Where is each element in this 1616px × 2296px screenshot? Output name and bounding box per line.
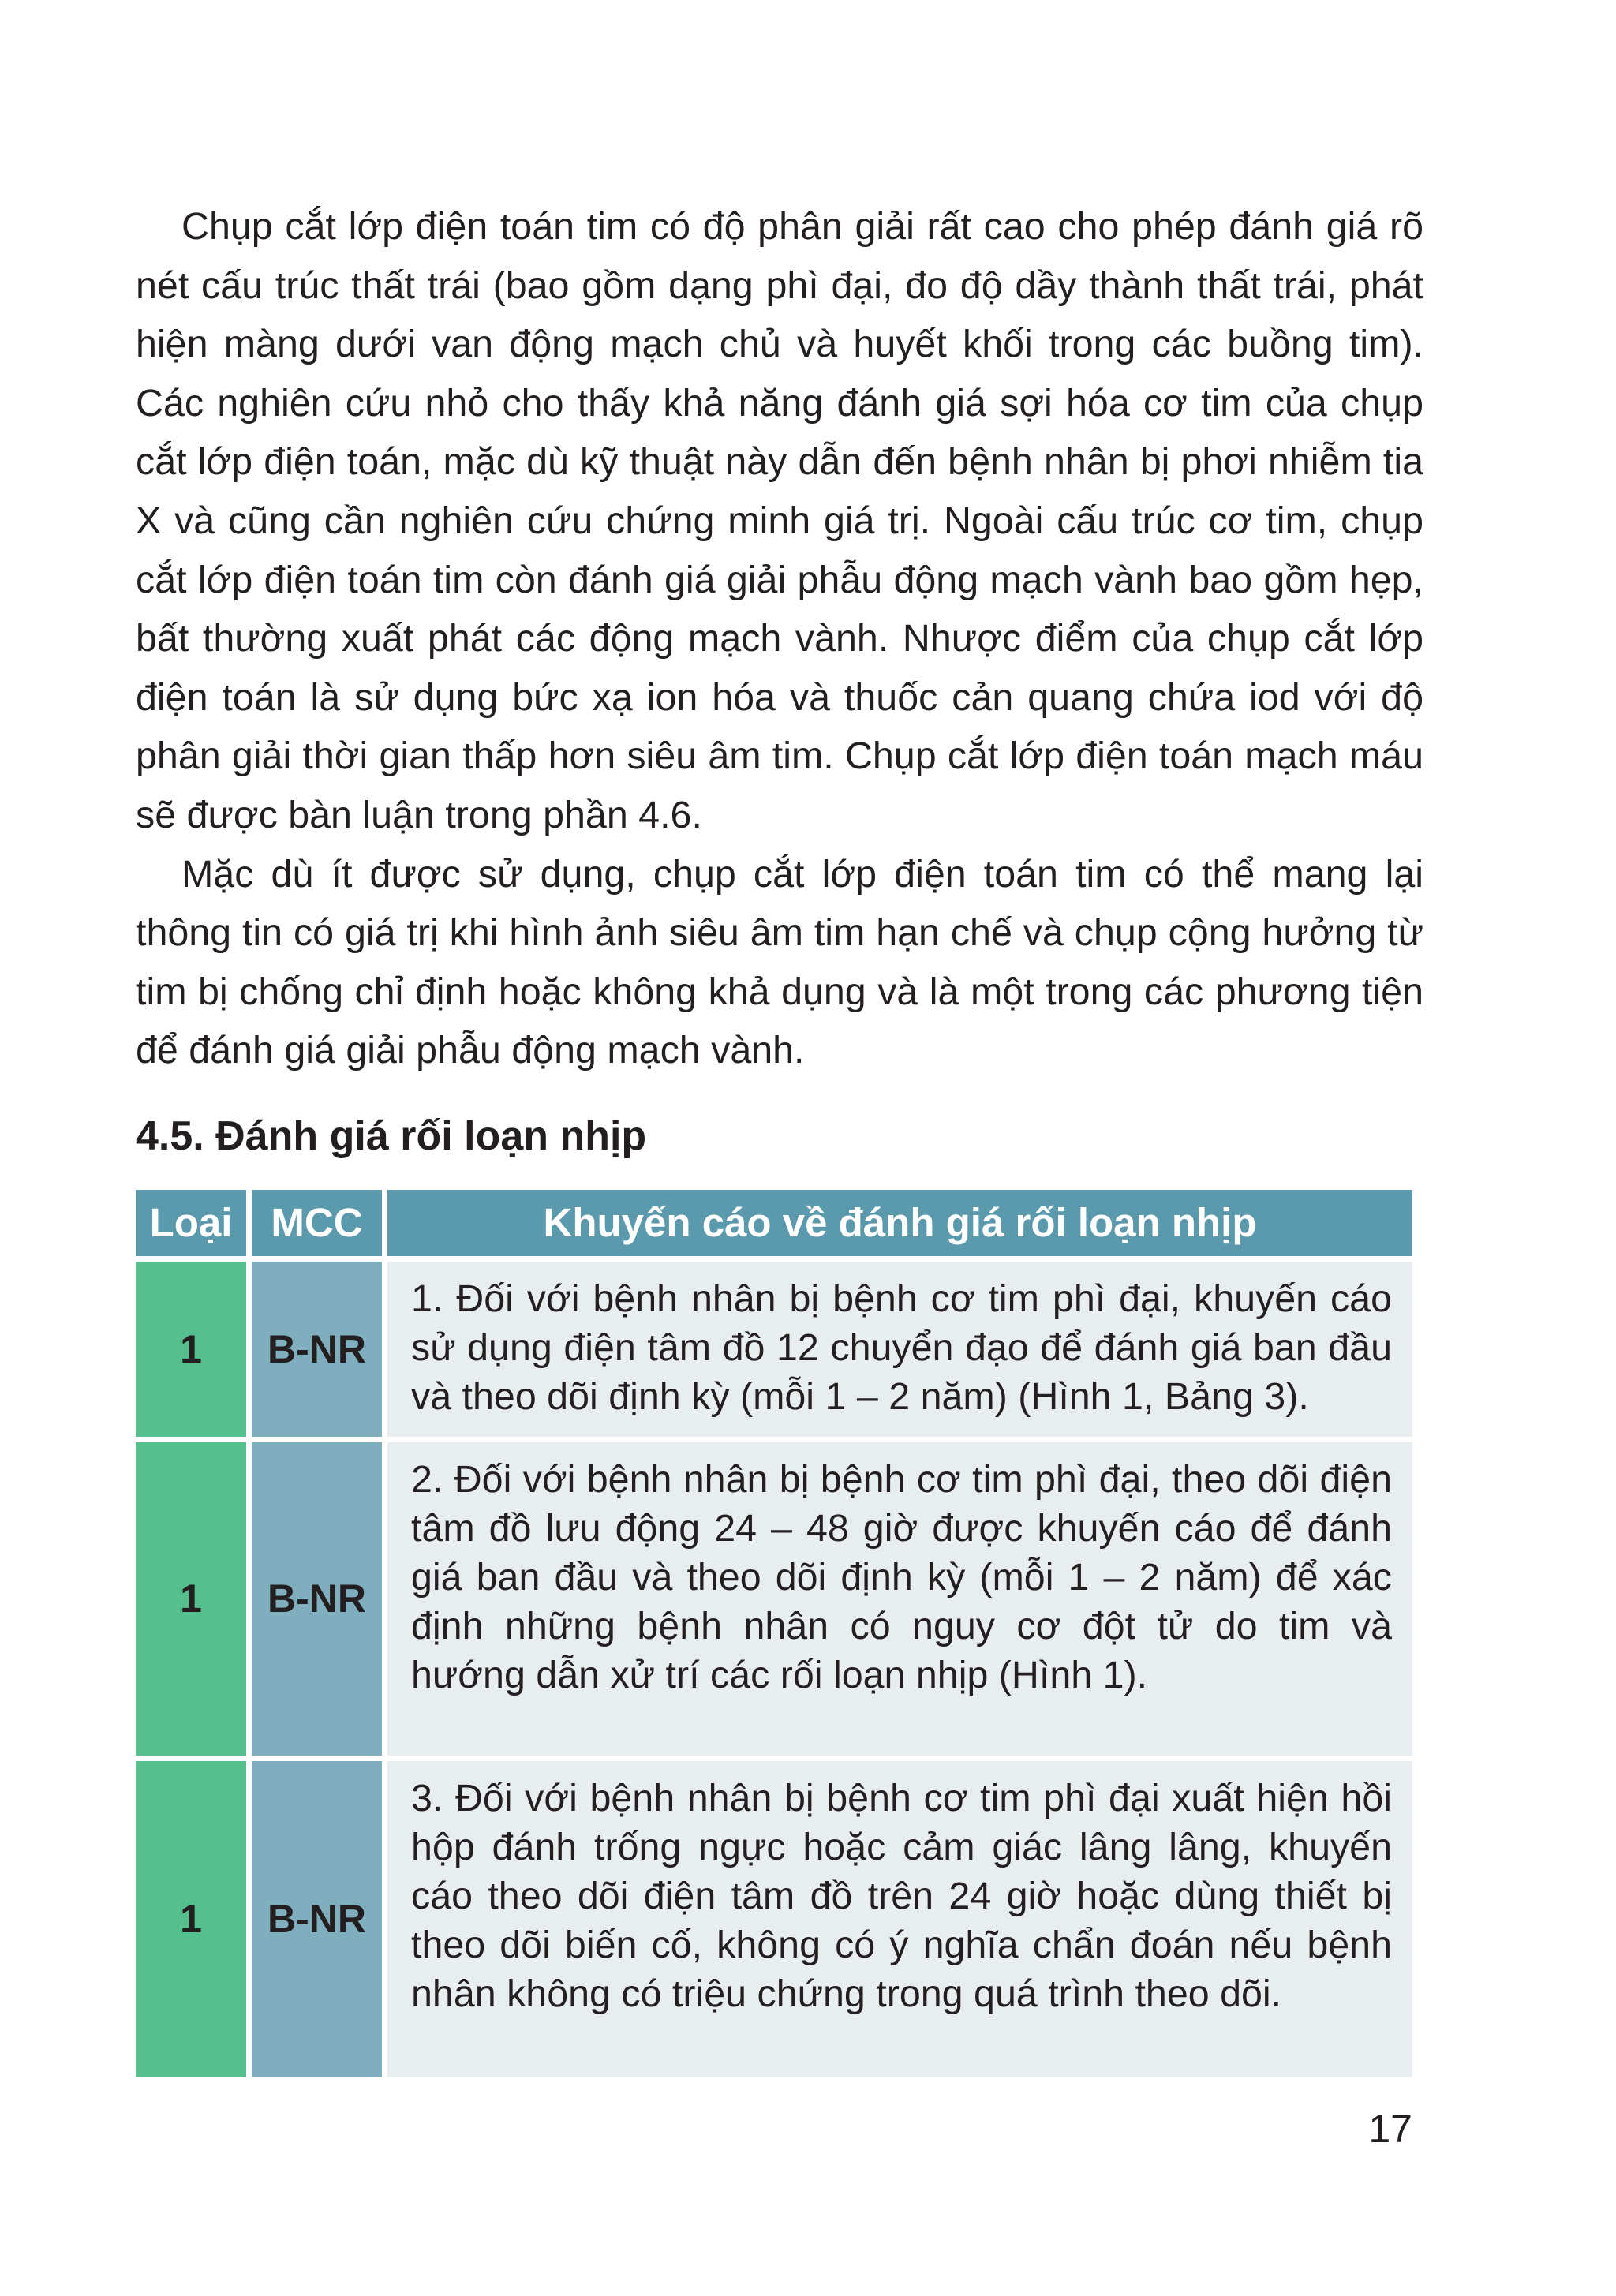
table-row (136, 1761, 1412, 2077)
recommendation-cell: 2. Đối với bệnh nhân bị bệnh cơ tim phì đại, theo dõi điện tâm đồ lưu động 24 – 48 giờ được khuyến cáo để đánh giá ban đầu và theo dõi định kỳ (mỗi 1 – 2 năm) để xác định những bệnh nhân có nguy cơ đột tử do tim và hướng dẫn xử trí các rối loạn nhịp (Hình 1). (387, 1442, 1412, 1756)
recommendation-cell: 3. Đối với bệnh nhân bị bệnh cơ tim phì đại xuất hiện hồi hộp đánh trống ngực hoặc cảm giác lâng lâng, khuyến cáo theo dõi điện tâm đồ trên 24 giờ hoặc dùng thiết bị theo dõi biến cố, không có ý nghĩa chẩn đoán nếu bệnh nhân không có triệu chứng trong quá trình theo dõi. (387, 1761, 1412, 2077)
mcc-cell: B-NR (252, 1442, 382, 1756)
header-mcc: MCC (252, 1190, 382, 1256)
mcc-cell: B-NR (252, 1262, 382, 1437)
recommendation-table (130, 1184, 1418, 2082)
header-loai: Loại (136, 1190, 246, 1256)
page-number: 17 (1368, 2107, 1412, 2151)
class-cell: 1 (136, 1262, 246, 1437)
table-row (136, 1262, 1412, 1437)
mcc-cell: B-NR (252, 1761, 382, 2077)
class-cell: 1 (136, 1442, 246, 1756)
table-row (136, 1442, 1412, 1756)
table-header-row (136, 1190, 1412, 1256)
class-cell: 1 (136, 1761, 246, 2077)
body-paragraph: Chụp cắt lớp điện toán tim có độ phân giải rất cao cho phép đánh giá rõ nét cấu trúc thất trái (bao gồm dạng phì đại, đo độ dầy thành thất trái, phát hiện màng dưới van động mạch chủ và huyết khối trong các buồng tim). Các nghiên cứu nhỏ cho thấy khả năng đánh giá sợi hóa cơ tim của chụp cắt lớp điện toán, mặc dù kỹ thuật này dẫn đến bệnh nhân bị phơi nhiễm tia X và cũng cần nghiên cứu chứng minh giá trị. Ngoài cấu trúc cơ tim, chụp cắt lớp điện toán tim còn đánh giá giải phẫu động mạch vành bao gồm hẹp, bất thường xuất phát các động mạch vành. Nhược điểm của chụp cắt lớp điện toán là sử dụng bức xạ ion hóa và thuốc cản quang chứa iod với độ phân giải thời gian thấp hơn siêu âm tim. Chụp cắt lớp điện toán mạch máu sẽ được bàn luận trong phần 4.6. (136, 205, 1423, 836)
header-recommendation: Khuyến cáo về đánh giá rối loạn nhịp (387, 1190, 1412, 1256)
section-heading: 4.5. Đánh giá rối loạn nhịp (136, 1112, 647, 1159)
page-content (136, 197, 1423, 2082)
body-paragraph: Mặc dù ít được sử dụng, chụp cắt lớp điện toán tim có thể mang lại thông tin có giá trị khi hình ảnh siêu âm tim hạn chế và chụp cộng hưởng từ tim bị chống chỉ định hoặc không khả dụng và là một trong các phương tiện để đánh giá giải phẫu động mạch vành. (136, 852, 1423, 1072)
recommendation-cell: 1. Đối với bệnh nhân bị bệnh cơ tim phì đại, khuyến cáo sử dụng điện tâm đồ 12 chuyển đạo để đánh giá ban đầu và theo dõi định kỳ (mỗi 1 – 2 năm) (Hình 1, Bảng 3). (387, 1262, 1412, 1437)
